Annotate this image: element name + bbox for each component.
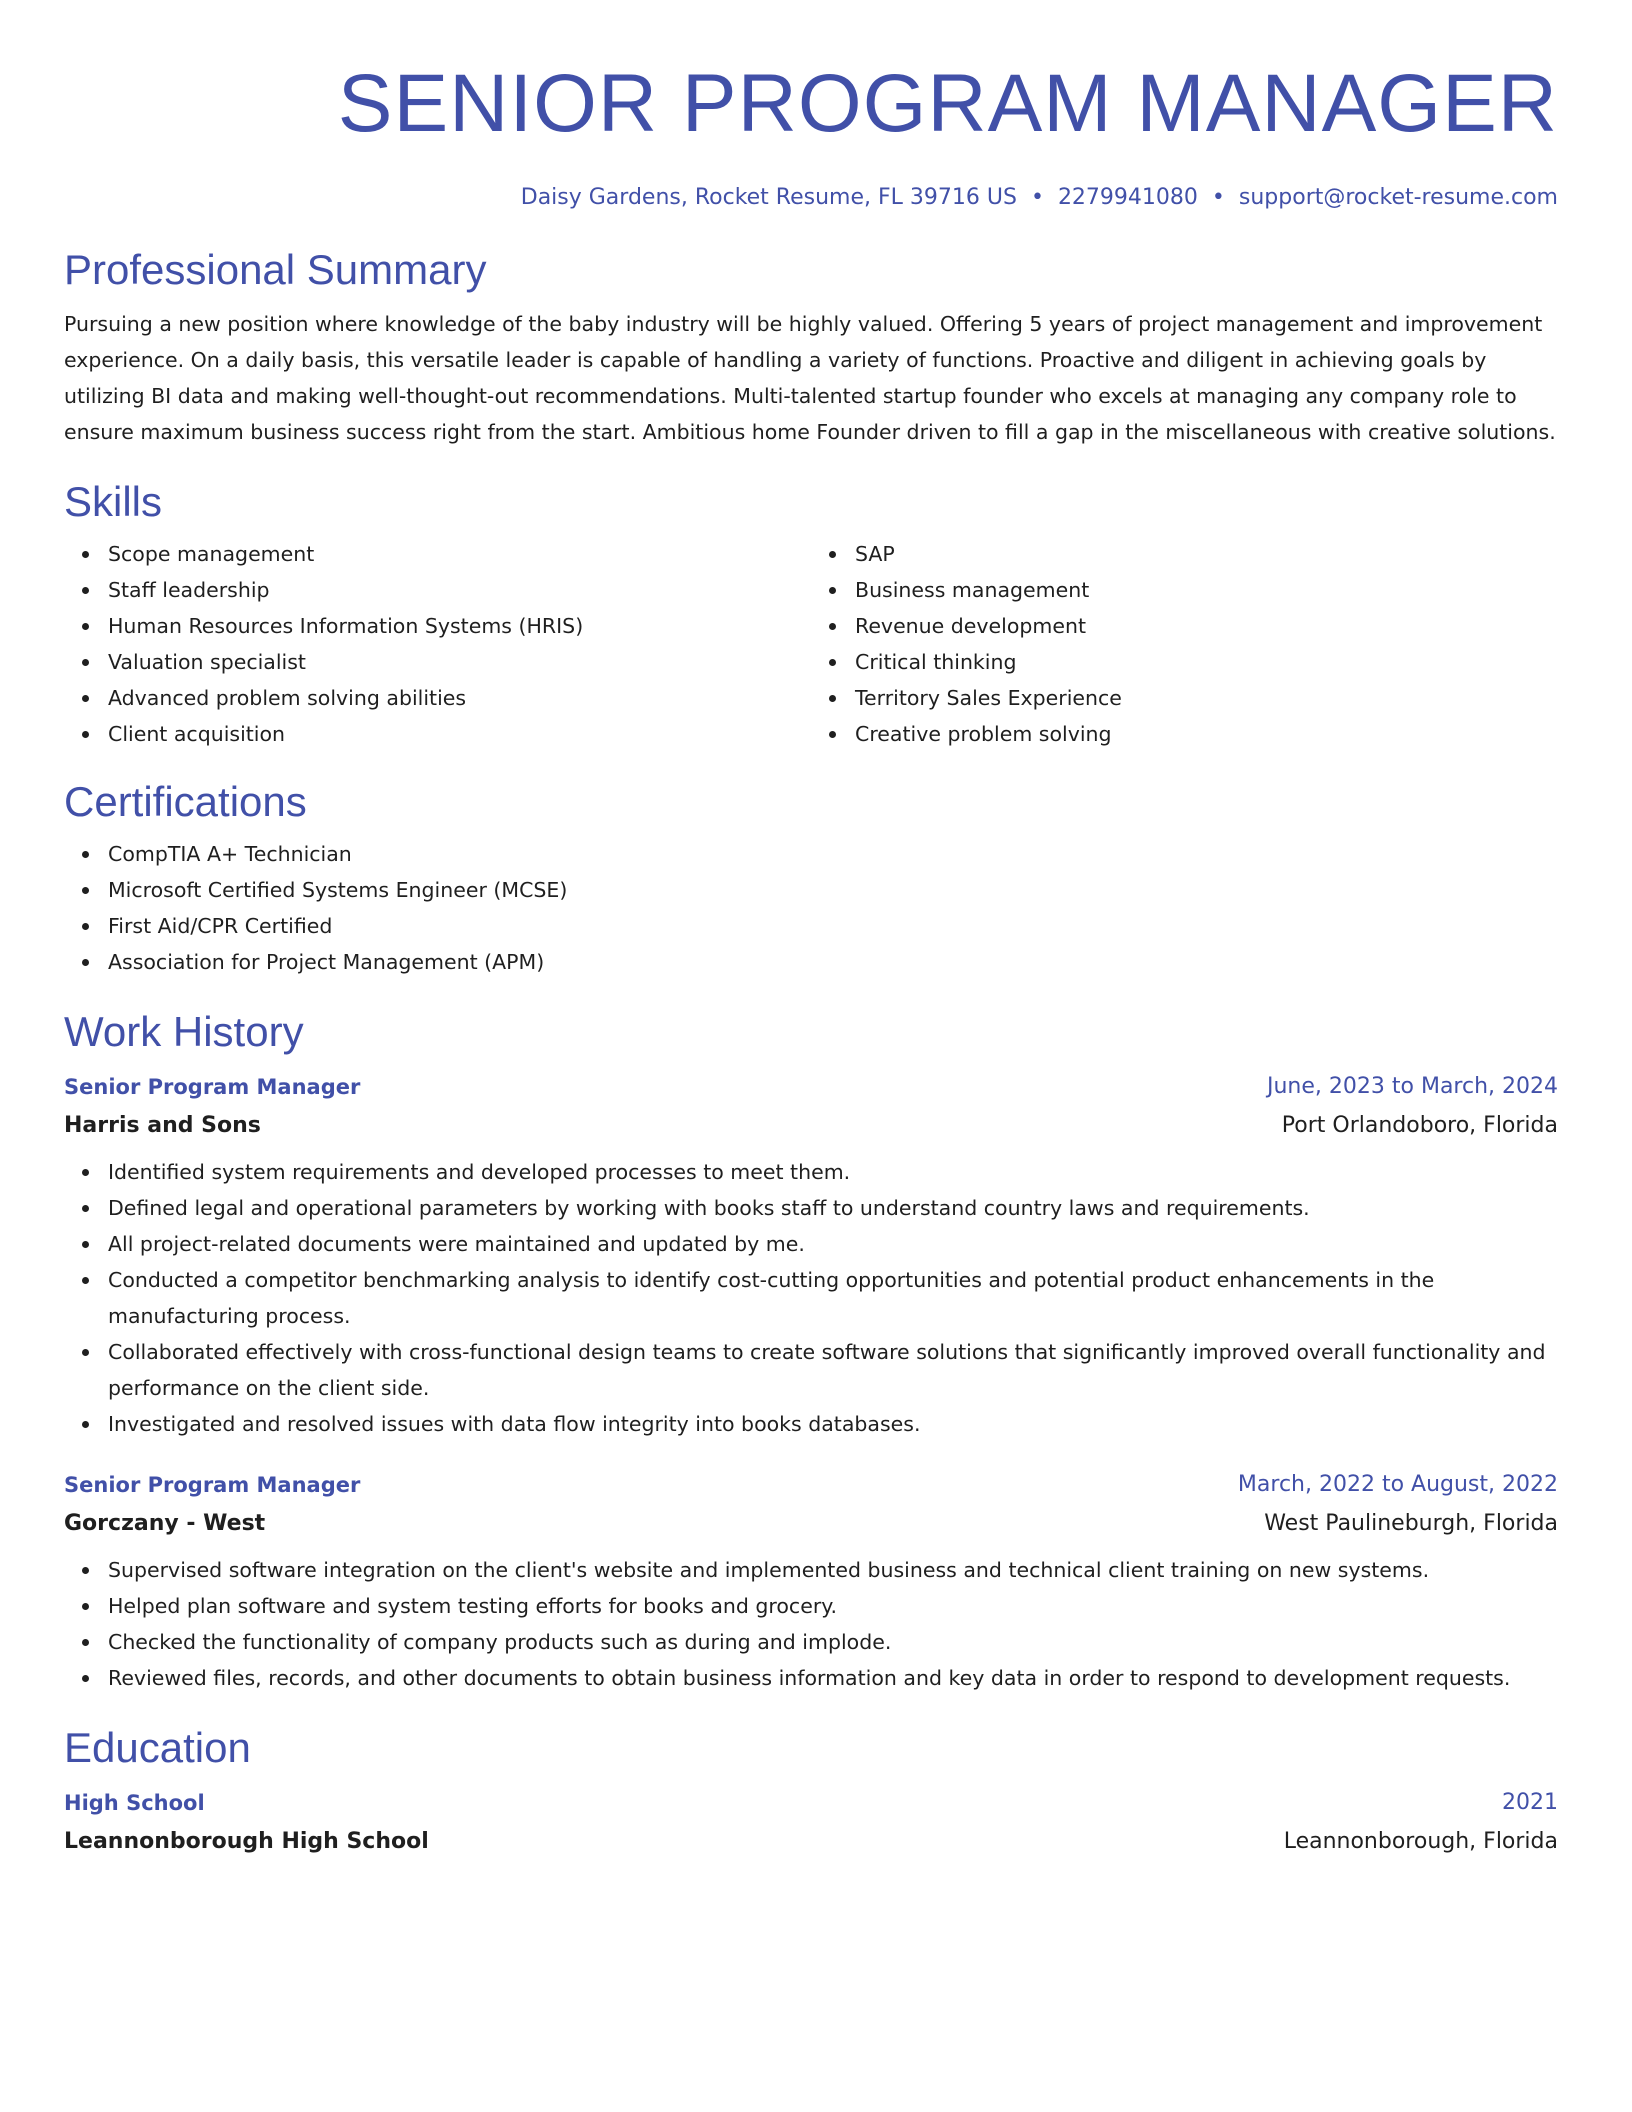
job-duties-list: [64, 1552, 1558, 1696]
job-duty: Collaborated effectively with cross-functional design teams to create software solutions that significantly improved overall functionality and performance on the client side.: [108, 1334, 1558, 1406]
job-duty: Helped plan software and system testing efforts for books and grocery.: [108, 1588, 1558, 1624]
skill-item: Valuation specialist: [108, 644, 811, 680]
job-duty: Supervised software integration on the client's website and implemented business and technical client training on new systems.: [108, 1552, 1558, 1588]
candidate-name: SENIOR PROGRAM MANAGER: [337, 58, 1558, 149]
job-location: Port Orlandoboro, Florida: [1281, 1113, 1558, 1138]
skill-item: Advanced problem solving abilities: [108, 680, 811, 716]
contact-separator: •: [1211, 185, 1225, 210]
skills-section: [64, 476, 1558, 752]
education-degree: High School: [64, 1791, 205, 1815]
education-school: Leannonborough High School: [64, 1829, 429, 1854]
job-header-row: [64, 1466, 1558, 1504]
skill-item: SAP: [855, 536, 1558, 572]
skill-item: Business management: [855, 572, 1558, 608]
job-duty: Reviewed files, records, and other documents to obtain business information and key data in order to respond to development requests.: [108, 1660, 1558, 1696]
education-entry: [64, 1784, 1558, 1862]
job-company-row: [64, 1504, 1558, 1544]
job-location: West Paulineburgh, Florida: [1264, 1511, 1558, 1536]
skills-columns: [64, 528, 1558, 752]
job-entry: [64, 1466, 1558, 1696]
job-company: Gorczany - West: [64, 1511, 266, 1536]
skills-list-left: [64, 536, 811, 752]
skill-item: Staff leadership: [108, 572, 811, 608]
education-title: Education: [64, 1724, 251, 1771]
job-dates: June, 2023 to March, 2024: [1267, 1074, 1558, 1099]
contact-line: [64, 182, 1558, 214]
contact-phone: 2279941080: [1057, 185, 1198, 210]
education-year: 2021: [1502, 1790, 1558, 1815]
job-company: Harris and Sons: [64, 1113, 261, 1138]
certification-item: Microsoft Certified Systems Engineer (MCSE): [108, 872, 1558, 908]
job-dates: March, 2022 to August, 2022: [1237, 1472, 1558, 1497]
education-header-row: [64, 1784, 1558, 1822]
job-company-row: [64, 1106, 1558, 1146]
certifications-title: Certifications: [64, 778, 307, 825]
job-entry: [64, 1068, 1558, 1442]
job-title: Senior Program Manager: [64, 1075, 361, 1099]
skill-item: Revenue development: [855, 608, 1558, 644]
resume-page: [64, 0, 1558, 1862]
job-duty: All project-related documents were maintained and updated by me.: [108, 1226, 1558, 1262]
skill-item: Scope management: [108, 536, 811, 572]
skill-item: Creative problem solving: [855, 716, 1558, 752]
work-history-title: Work History: [64, 1008, 304, 1055]
skill-item: Territory Sales Experience: [855, 680, 1558, 716]
job-duty: Investigated and resolved issues with data flow integrity into books databases.: [108, 1406, 1558, 1442]
certification-item: CompTIA A+ Technician: [108, 836, 1558, 872]
contact-email[interactable]: support@rocket-resume.com: [1238, 185, 1558, 210]
certifications-list: [64, 836, 1558, 980]
job-duty: Identified system requirements and developed processes to meet them.: [108, 1154, 1558, 1190]
job-duty: Checked the functionality of company products such as during and implode.: [108, 1624, 1558, 1660]
education-location: Leannonborough, Florida: [1283, 1829, 1558, 1854]
skills-list-right: [811, 536, 1558, 752]
certification-item: First Aid/CPR Certified: [108, 908, 1558, 944]
skill-item: Critical thinking: [855, 644, 1558, 680]
job-header-row: [64, 1068, 1558, 1106]
resume-header: [64, 56, 1558, 214]
education-school-row: [64, 1822, 1558, 1862]
job-duty: Conducted a competitor benchmarking analysis to identify cost-cutting opportunities and potential product enhancements in the manufacturing process.: [108, 1262, 1558, 1334]
skills-title: Skills: [64, 478, 163, 525]
certification-item: Association for Project Management (APM): [108, 944, 1558, 980]
job-duty: Defined legal and operational parameters by working with books staff to understand country laws and requirements.: [108, 1190, 1558, 1226]
job-title: Senior Program Manager: [64, 1473, 361, 1497]
contact-address: Daisy Gardens, Rocket Resume, FL 39716 US: [520, 185, 1017, 210]
job-duties-list: [64, 1154, 1558, 1442]
summary-section: [64, 244, 1558, 450]
skill-item: Human Resources Information Systems (HRIS): [108, 608, 811, 644]
certifications-section: [64, 776, 1558, 980]
skill-item: Client acquisition: [108, 716, 811, 752]
summary-text: Pursuing a new position where knowledge of the baby industry will be highly valued. Offering 5 years of project management and improvement experience. On a daily basis, this versatile leader is capable of handling a variety of functions. Proactive and diligent in achieving goals by utilizing BI data and making well-thought-out recommendations. Multi-talented startup founder who excels at managing any company role to ensure maximum business success right from the start. Ambitious home Founder driven to fill a gap in the miscellaneous with creative solutions.: [64, 312, 1556, 444]
summary-title: Professional Summary: [64, 246, 487, 293]
education-section: [64, 1722, 1558, 1862]
work-history-section: [64, 1006, 1558, 1696]
contact-separator: •: [1030, 185, 1044, 210]
